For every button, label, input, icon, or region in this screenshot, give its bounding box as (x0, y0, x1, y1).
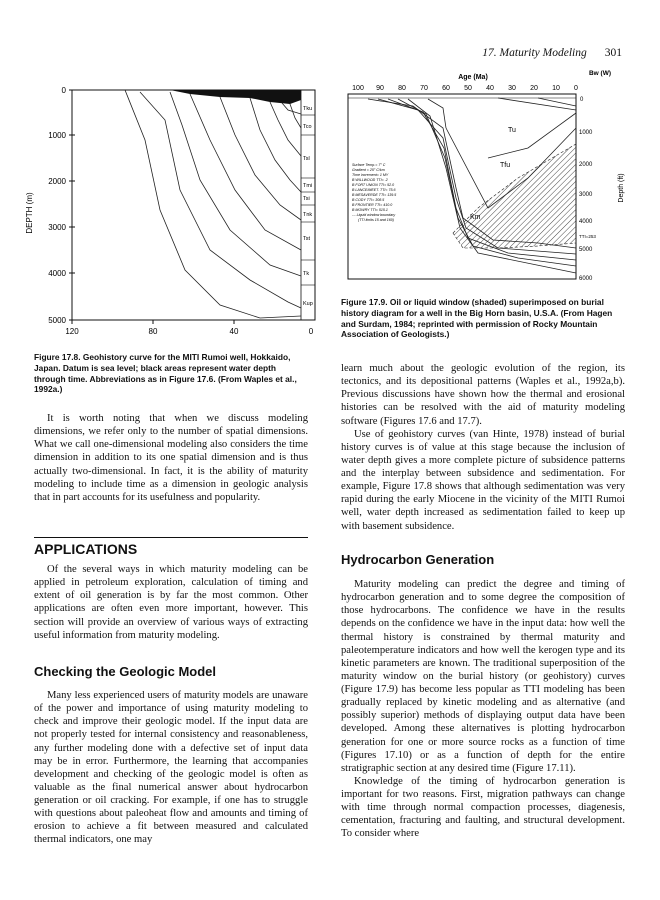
paragraph: It is worth noting that when we discuss modeling dimensions, we refer only to the number of spatial dimensions. What we call one-dimensional modeling also considers the time dimension in addition to its one spatial dimension and is thus actually two-dimensional. In fact, it is the ability of maturity modeling to include time as a dimension in geologic analysis that in part accounts for its usefulness and popularity. (34, 413, 308, 503)
fig9-xlabel: Age (Ma) (458, 74, 488, 81)
fig8-formation: Tco (303, 124, 312, 130)
fig9-xtick: 90 (376, 85, 384, 92)
fig9-ytick: 3000 (579, 192, 593, 198)
fig8-xtick: 40 (229, 327, 239, 336)
chapter-title: 17. Maturity Modeling (482, 47, 587, 59)
right-column (341, 362, 625, 533)
fig8-formation: Tnk (303, 212, 313, 218)
fig8-formation: Tmi (303, 183, 313, 189)
fig8-formations (303, 106, 313, 307)
page-number: 301 (604, 47, 622, 59)
heading-applications: APPLICATIONS (34, 541, 138, 557)
fig8-xtick: 80 (148, 327, 158, 336)
fig9-legend-item: B CODY TTI= 308.5 (352, 198, 385, 202)
fig9-xtick: 100 (352, 85, 364, 92)
right-column-hydrocarbon (341, 578, 625, 841)
fig9-xtick: 80 (398, 85, 406, 92)
fig9-ytick: 0 (580, 97, 584, 103)
fig8-ytick: 0 (61, 86, 66, 95)
fig8-curves (125, 90, 301, 318)
fig9-ytick: 2000 (579, 162, 593, 168)
fig9-legend-item: B LANCE/MEET. TTI= 75.6 (352, 188, 396, 192)
section-rule (34, 537, 308, 538)
fig9-xtick: 20 (530, 85, 538, 92)
fig9-unit: Km (470, 214, 481, 221)
fig8-ytick: 3000 (48, 223, 66, 232)
fig9-unit: Tfu (500, 162, 511, 169)
fig8-xtick: 0 (308, 327, 314, 336)
fig8-water-depth (170, 90, 301, 104)
figure-17-8-geohistory (20, 80, 330, 345)
paragraph: learn much about the geologic evolution of the region, its tectonics, and its depositional patterns (Waples et al., 1992a,b). Previous discussions have shown how the thermal and erosional histories can be resolved with the aid of maturity modeling software (Figures 17.6 and 17.7). (341, 363, 625, 427)
fig9-caption: Figure 17.9. Oil or liquid window (shaded) superimposed on burial history diagram for a well in the Big Horn basin, U.S.A. (From Hagen and Surdam, 1984; reprinted with permission of Rocky Mountain Association of Geologists.) (341, 297, 613, 340)
fig8-ytick: 2000 (48, 177, 66, 186)
fig8-ytick: 1000 (48, 131, 66, 140)
left-column (34, 412, 308, 504)
fig8-frame (72, 90, 315, 320)
fig8-caption: Figure 17.8. Geohistory curve for the MITI Rumoi well, Hokkaido, Japan. Datum is sea level; black areas represent water depth through time. Abbreviations as in Figure 17.6. (From Waples et al., 1992a.) (34, 352, 297, 395)
fig9-ytick: 5000 (579, 247, 593, 253)
fig9-legend-item: (TTI limits 15 and 160) (358, 218, 394, 222)
fig9-legend-item: Surface Temp.= 7° C (352, 163, 386, 167)
fig9-legend-item: Time increment= 1 MY (352, 173, 389, 177)
fig9-xtick: 10 (552, 85, 560, 92)
paragraph: Knowledge of the timing of hydrocarbon generation is important for two reasons. First, migration pathways can change with time through normal compaction processes, diagenesis, cementation, fracturing and faulting, and structural development. To consider where (341, 775, 625, 840)
fig9-unit: Tu (508, 127, 516, 134)
fig8-formation: Kup (303, 301, 313, 307)
left-column-applications (34, 563, 308, 642)
fig8-formation: Tsi (303, 196, 310, 202)
heading-checking-geologic-model: Checking the Geologic Model (34, 664, 217, 679)
paragraph: Maturity modeling can predict the degree and timing of hydrocarbon generation and to some degree the composition of those hydrocarbons. The confidence we have in the results depends on the confidence we have in the input data: how well the thermal history is constrained by thermal maturity and paleotemperature indicators and how well the kerogen type and its kinetic parameters are known. The traditional superposition of the maturity window on the burial history (or geohistory) curves (Figure 17.9) has become less popular as TTI modeling has been gradually replaced by kinetic modeling and as alternative (and possibly superior) methods of displaying output data have been developed. Among these alternatives is plotting hydrocarbon generation for one or more source rocks as a function of time (Figures 17.10) or as a function of depth for the entire stratigraphic section at any desired time (Figure 17.11). (341, 579, 625, 774)
paragraph: Of the several ways in which maturity modeling can be applied in petroleum exploration, calculation of timing and extent of oil generation is by far the most common. Other applications are often even more important, however. This section will provide an overview of various ways of extracting useful information from maturity modeling. (34, 564, 308, 641)
fig9-xtick: 40 (486, 85, 494, 92)
fig9-xtick: 70 (420, 85, 428, 92)
fig9-yticks (579, 97, 593, 282)
fig9-legend-item: B MOWRY TTI= 515.1 (352, 208, 388, 212)
fig9-legend-item: Gradient = 25° C/km (352, 168, 385, 172)
fig9-xticks (352, 85, 578, 92)
fig9-legend-item: B FORT UNION TTI= 52.0 (352, 183, 395, 187)
fig9-ylabel: Depth (ft) (618, 173, 625, 203)
fig8-formation: Tk (303, 271, 310, 277)
fig9-legend-item: B WILLWOOD TTI= .2 (352, 178, 388, 182)
fig9-legend-item: B MESAVERDE TTI= 139.5 (352, 193, 397, 197)
fig9-liquid-window (453, 144, 576, 248)
heading-hydrocarbon-generation: Hydrocarbon Generation (341, 552, 495, 567)
fig9-tti-label: TTI=253 (579, 234, 596, 239)
fig8-ytick: 5000 (48, 316, 66, 325)
fig9-ytick: 4000 (579, 219, 593, 225)
fig9-xtick: 60 (442, 85, 450, 92)
fig8-formation: Tku (303, 106, 313, 112)
fig9-xtick: 30 (508, 85, 516, 92)
fig8-ytick: 4000 (48, 269, 66, 278)
fig9-legend-item: --- Liquid window boundary (352, 213, 396, 217)
paragraph: Use of geohistory curves (van Hinte, 1978) instead of burial history curves is of value at this stage because the inclusion of water depth gives a more complete picture of subsidence patterns and the interplay between subsidence and sedimentation. For example, Figure 17.8 shows that although sedimentation was very rapid during the early Miocene in the vicinity of the MITI Rumoi well, water depth increased as sedimentation failed to keep up with basement subsidence. (341, 428, 625, 532)
fig8-ylabel: DEPTH (m) (25, 192, 34, 234)
fig8-xtick: 120 (65, 327, 79, 336)
fig9-ytick: 1000 (579, 130, 593, 136)
fig9-xtick: 50 (464, 85, 472, 92)
fig8-yticks (48, 86, 75, 325)
fig8-formation: Tst (303, 236, 311, 242)
fig9-bw-label: Bw (W) (588, 70, 612, 77)
fig9-ytick: 6000 (579, 276, 593, 282)
running-head (482, 47, 622, 59)
fig9-xtick: 0 (574, 85, 578, 92)
fig8-xticks (65, 320, 313, 336)
paragraph: Many less experienced users of maturity models are unaware of the power and importance of using maturity modeling to check and improve their geologic model. If the input data are not properly tested for internal consistency and reasonableness, any further modeling done with a defective set of input data may be in error. Furthermore, the learning that accompanies development and checking of the geologic model is often as valuable as the final numerical answer about hydrocarbon generation or oil cracking. For example, if one has to struggle with questions about paleoheat flow and amounts and timing of erosion to achieve a fit between measured and calculated thermal indicators, one may (34, 690, 308, 846)
fig8-formation: Tsl (303, 156, 310, 162)
left-column-checking (34, 689, 308, 847)
fig9-legend (352, 163, 396, 222)
figure-17-9-burial-history (338, 68, 638, 288)
fig9-legend-item: B FRONTIER TTI= 410.0 (352, 203, 393, 207)
